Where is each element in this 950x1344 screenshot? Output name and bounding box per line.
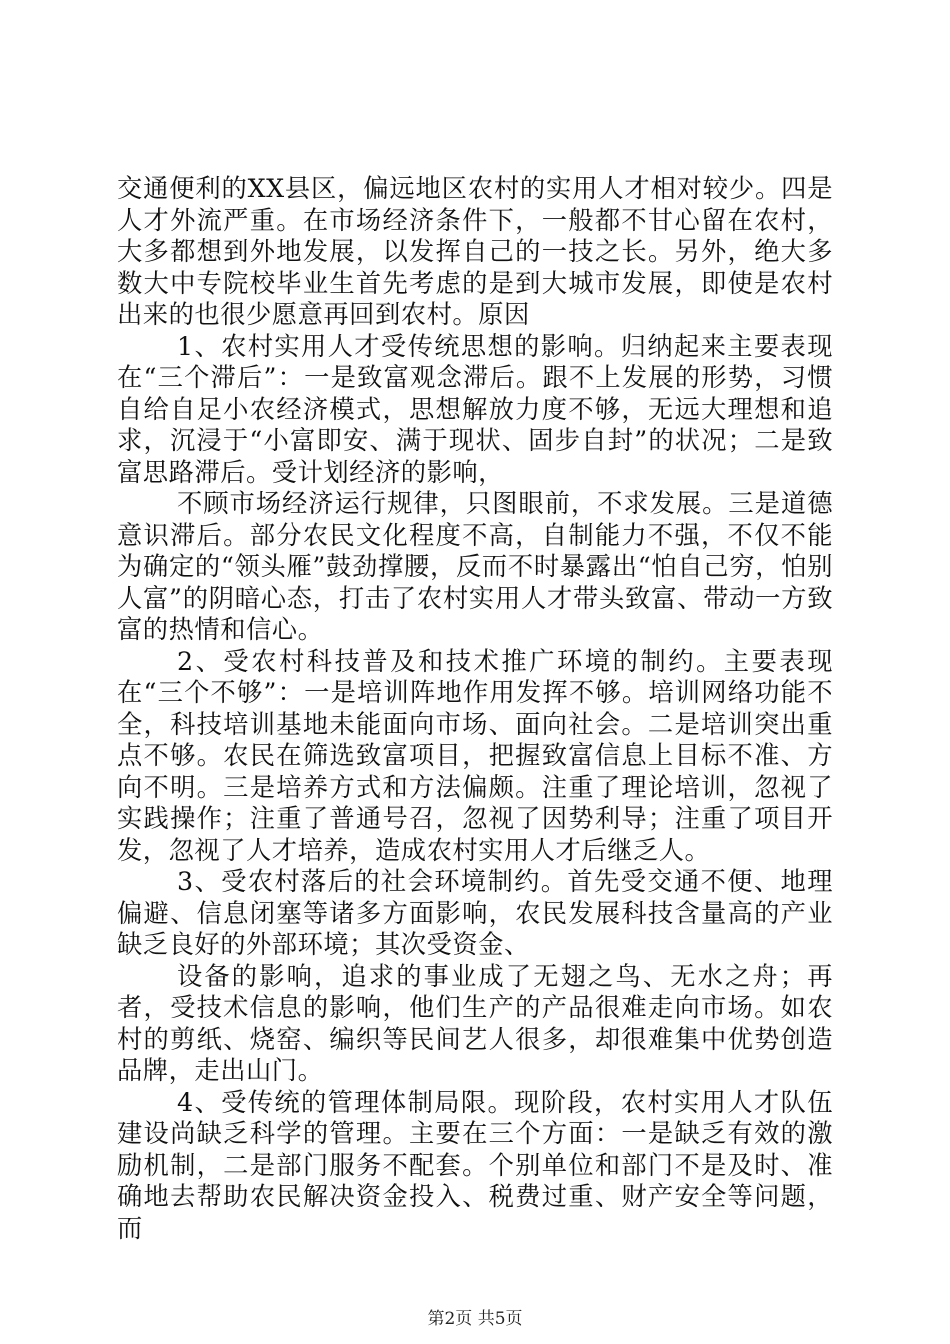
paragraph-point-2: 2、受农村科技普及和技术推广环境的制约。主要表现在“三个不够”：一是培训阵地作用发挥不够。培训网络功能不全，科技培训基地未能面向市场、面向社会。二是培训突出重点不够。农民在筛选致富项目，把握致富信息上目标不准、方向不明。三是培养方式和方法偏颇。注重了理论培训，忽视了实践操作；注重了普通号召，忽视了因势利导；注重了项目开发，忽视了人才培养，造成农村实用人才后继乏人。 xyxy=(117,646,833,865)
page-footer: 第2页 共5页 xyxy=(427,1309,523,1329)
paragraph-point-1-continued: 不顾市场经济运行规律，只图眼前，不求发展。三是道德意识滞后。部分农民文化程度不高，自制能力不强，不仅不能为确定的“领头雁”鼓劲撑腰，反而不时暴露出“怕自己穷，怕别人富”的阴暗心态，打击了农村实用人才带头致富、带动一方致富的热情和信心。 xyxy=(117,489,833,644)
document-body xyxy=(117,173,833,1244)
paragraph-point-1: 1、农村实用人才受传统思想的影响。归纳起来主要表现在“三个滞后”：一是致富观念滞后。跟不上发展的形势，习惯自给自足小农经济模式，思想解放力度不够，无远大理想和追求，沉浸于“小富即安、满于现状、固步自封”的状况；二是致富思路滞后。受计划经济的影响， xyxy=(117,331,833,487)
paragraph-point-4: 4、受传统的管理体制局限。现阶段，农村实用人才队伍建设尚缺乏科学的管理。主要在三个方面：一是缺乏有效的激励机制，二是部门服务不配套。个别单位和部门不是及时、准确地去帮助农民解决资金投入、税费过重、财产安全等问题，而 xyxy=(117,1087,833,1243)
paragraph-point-3-continued: 设备的影响，追求的事业成了无翅之鸟、无水之舟；再者，受技术信息的影响，他们生产的产品很难走向市场。如农村的剪纸、烧窑、编织等民间艺人很多，却很难集中优势创造品牌，走出山门。 xyxy=(117,961,833,1085)
paragraph-continuation: 交通便利的XX县区，偏远地区农村的实用人才相对较少。四是人才外流严重。在市场经济条件下，一般都不甘心留在农村，大多都想到外地发展，以发挥自己的一技之长。另外，绝大多数大中专院校毕业生首先考虑的是到大城市发展，即使是农村出来的也很少愿意再回到农村。原因 xyxy=(117,174,833,329)
paragraph-point-3: 3、受农村落后的社会环境制约。首先受交通不便、地理偏避、信息闭塞等诸多方面影响，农民发展科技含量高的产业缺乏良好的外部环境；其次受资金、 xyxy=(117,867,833,959)
